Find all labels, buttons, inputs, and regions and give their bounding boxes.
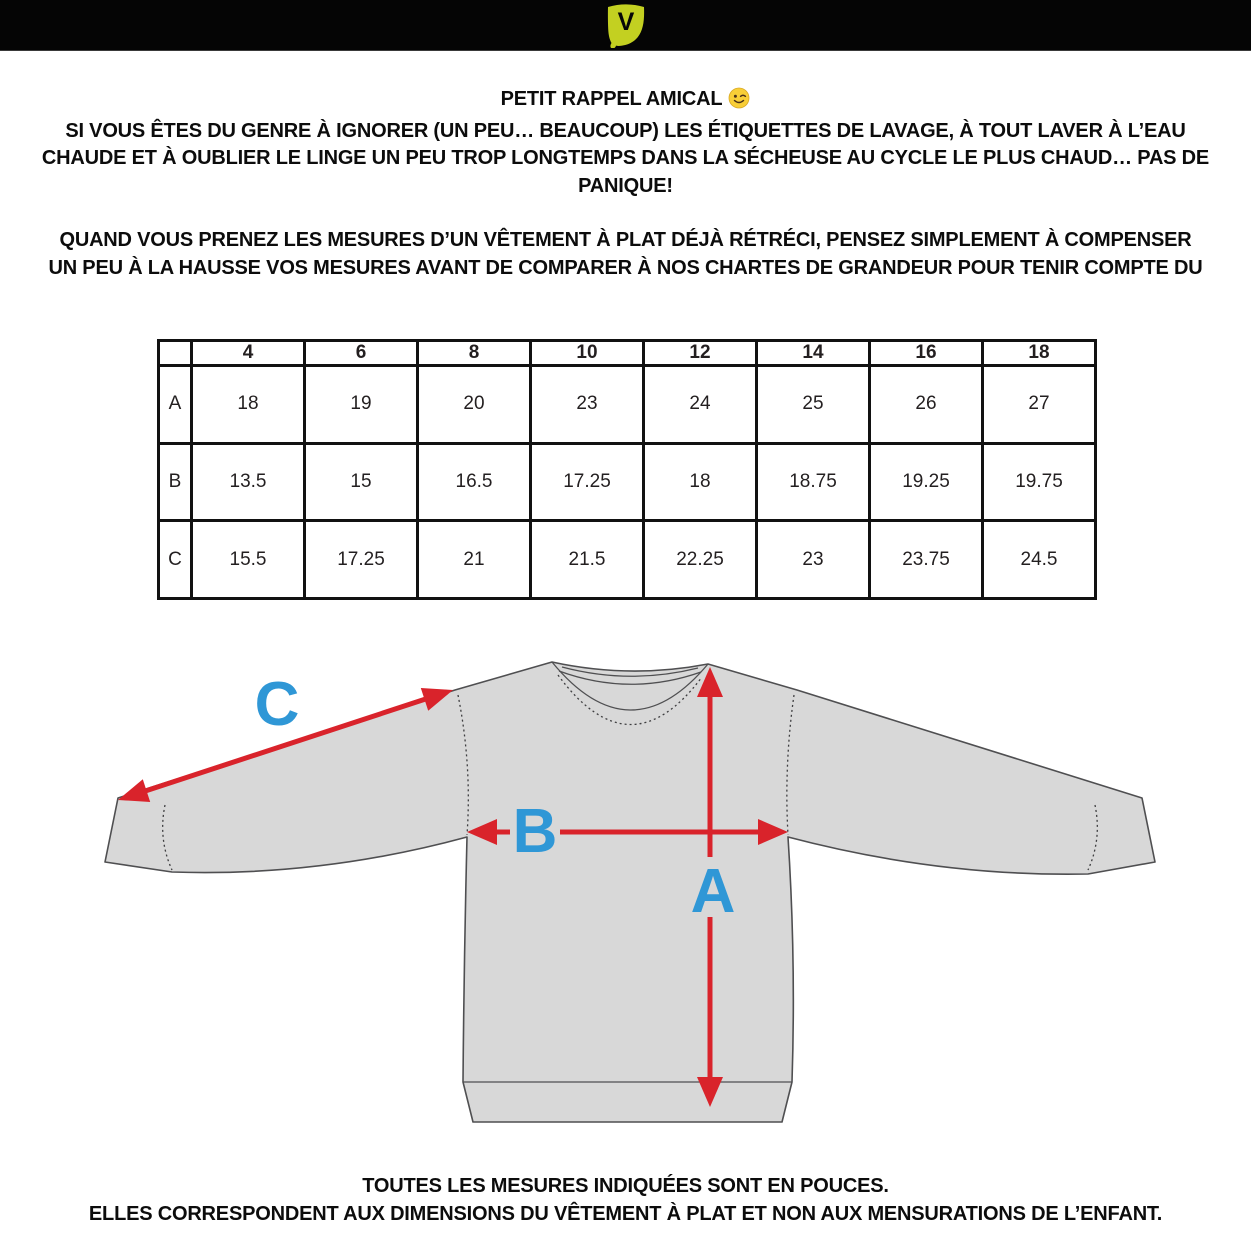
- row-label: A: [159, 366, 192, 444]
- table-row: [159, 443, 1096, 521]
- column-header: 16: [870, 341, 983, 366]
- size-cell: 15.5: [192, 521, 305, 599]
- intro-paragraph-line: SI VOUS ÊTES DU GENRE À IGNORER (UN PEU… BEAUCOUP) LES ÉTIQUETTES DE LAVAGE, À TOUT LAVER À L’EAU: [65, 119, 1186, 142]
- measure-label-b: B: [512, 797, 558, 866]
- table-row: [159, 366, 1096, 444]
- intro-paragraph-line: UN PEU À LA HAUSSE VOS MESURES AVANT DE COMPARER À NOS CHARTES DE GRANDEUR POUR TENIR COMPTE DU: [48, 256, 1203, 279]
- size-cell: 27: [983, 366, 1096, 444]
- measure-label-a: A: [690, 857, 736, 926]
- corner-cell: [159, 341, 192, 366]
- size-cell: 19.25: [870, 443, 983, 521]
- footer-line: TOUTES LES MESURES INDIQUÉES SONT EN POUCES.: [362, 1175, 889, 1197]
- brand-letter: V: [617, 8, 634, 36]
- size-cell: 24: [644, 366, 757, 444]
- size-cell: 18: [192, 366, 305, 444]
- intro-paragraph-line: PANIQUE!: [578, 174, 673, 197]
- size-cell: 22.25: [644, 521, 757, 599]
- row-label: B: [159, 443, 192, 521]
- table-header-row: [159, 341, 1096, 366]
- intro-paragraph-line: CHAUDE ET À OUBLIER LE LINGE UN PEU TROP LONGTEMPS DANS LA SÉCHEUSE AU CYCLE LE PLUS CHAUD… PAS DE: [41, 147, 1210, 169]
- intro-section: [40, 86, 1211, 282]
- size-cell: 20: [418, 366, 531, 444]
- footer-line: ELLES CORRESPONDENT AUX DIMENSIONS DU VÊTEMENT À PLAT ET NON AUX MENSURATIONS DE L’ENFANT.: [88, 1203, 1163, 1225]
- column-header: 10: [531, 341, 644, 366]
- column-header: 12: [644, 341, 757, 366]
- size-cell: 26: [870, 366, 983, 444]
- size-cell: 23.75: [870, 521, 983, 599]
- size-cell: 19.75: [983, 443, 1096, 521]
- size-chart-table: [157, 339, 1097, 600]
- size-cell: 18.75: [757, 443, 870, 521]
- column-header: 4: [192, 341, 305, 366]
- wink-face-emoji-icon: [728, 87, 750, 118]
- size-cell: 16.5: [418, 443, 531, 521]
- column-header: 14: [757, 341, 870, 366]
- footer-note: [30, 1172, 1221, 1228]
- size-cell: 15: [305, 443, 418, 521]
- size-cell: 13.5: [192, 443, 305, 521]
- size-cell: 25: [757, 366, 870, 444]
- size-cell: 24.5: [983, 521, 1096, 599]
- size-cell: 21.5: [531, 521, 644, 599]
- size-cell: 19: [305, 366, 418, 444]
- size-cell: 17.25: [305, 521, 418, 599]
- column-header: 18: [983, 341, 1096, 366]
- intro-title-line: [40, 86, 1211, 118]
- column-header: 8: [418, 341, 531, 366]
- intro-paragraph-line: QUAND VOUS PRENEZ LES MESURES D’UN VÊTEMENT À PLAT DÉJÀ RÉTRÉCI, PENSEZ SIMPLEMENT À COMPENSER: [59, 229, 1192, 251]
- measure-label-c: C: [254, 670, 300, 739]
- size-cell: 23: [531, 366, 644, 444]
- size-cell: 23: [757, 521, 870, 599]
- table-row: [159, 521, 1096, 599]
- size-cell: 21: [418, 521, 531, 599]
- garment-measurement-diagram: [80, 645, 1180, 1140]
- brand-shield-logo: [604, 2, 648, 48]
- size-cell: 17.25: [531, 443, 644, 521]
- header-bar: [0, 0, 1251, 51]
- row-label: C: [159, 521, 192, 599]
- intro-title: PETIT RAPPEL AMICAL: [500, 88, 723, 110]
- column-header: 6: [305, 341, 418, 366]
- size-cell: 18: [644, 443, 757, 521]
